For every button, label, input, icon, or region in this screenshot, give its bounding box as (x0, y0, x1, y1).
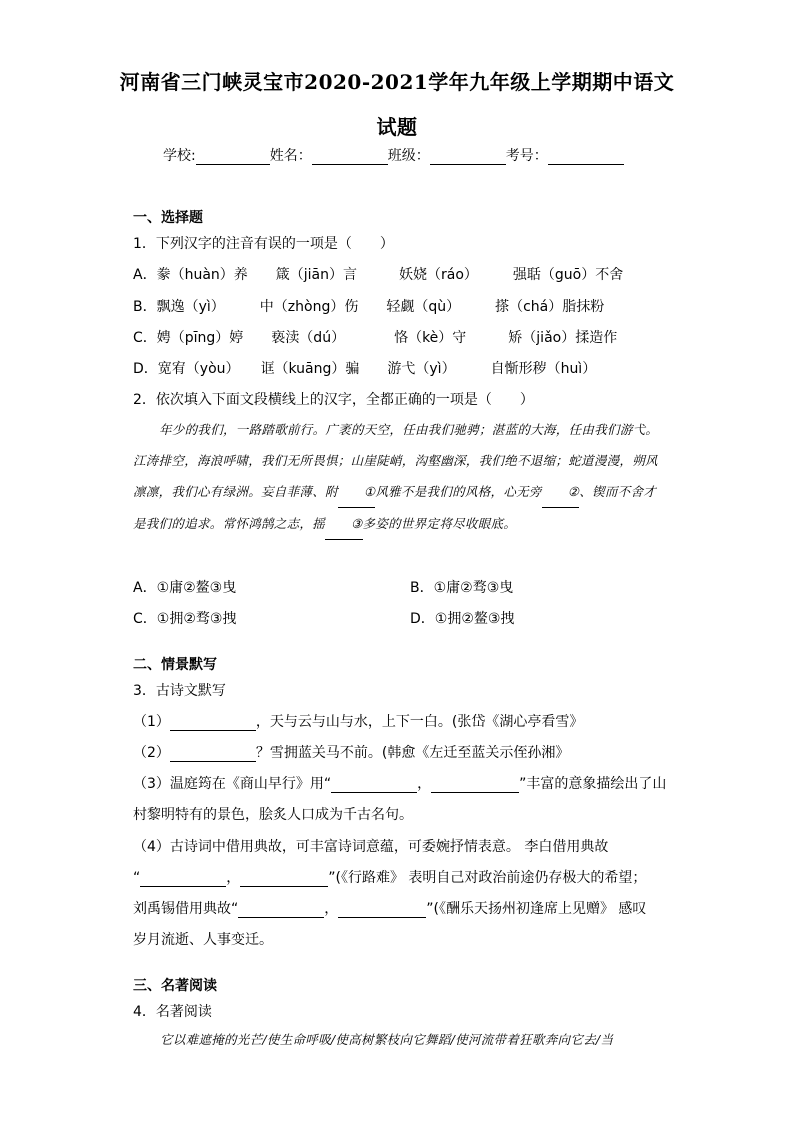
poem-line-7 (133, 898, 646, 918)
question-2-option-c: C．①拥②骛③拽 (133, 611, 237, 627)
number-label: 考号： (505, 148, 548, 164)
poem-line-6 (133, 867, 646, 887)
poem-3-blank-2 (431, 778, 519, 793)
poem-line-2 (133, 742, 569, 762)
passage-text-4: 风雅不是我们的风格，心无旁 (375, 484, 542, 499)
poem-3-comma: ， (417, 776, 432, 792)
poem-6-blank-1 (140, 872, 226, 887)
passage-text-6: 多姿的世界定将尽收眼 (362, 516, 491, 531)
blank-marker-1: ① (338, 476, 376, 508)
exam-title-line1: 河南省三门峡灵宝市2020-2021学年九年级上学期期中语文 (119, 70, 675, 94)
poem-6-comma: ， (226, 870, 241, 886)
poem-line-5: （4）古诗词中借用典故，可丰富诗词意蕴，可委婉抒情表意。 李白借用典故 (133, 839, 609, 855)
question-1-option-d: D．宽宥（yòu） 诓（kuāng）骗 游弋（yì） 自惭形秽（huì） (133, 361, 597, 377)
passage-text-3: 道漫漫，朔风凛凛，我们心有绿洲。妄自菲薄、附 (133, 453, 658, 499)
question-1-stem: 1．下列汉字的注音有误的一项是（ ） (133, 236, 394, 252)
exam-title-line2: 试题 (376, 115, 418, 139)
section-heading-3: 三、名著阅读 (133, 978, 217, 994)
blank-marker-2: ② (542, 476, 580, 508)
number-blank (548, 150, 624, 165)
poem-1-blank (170, 716, 256, 731)
blank-marker-3: ③ (325, 508, 363, 540)
student-info-row (163, 145, 624, 165)
poem-line-3 (133, 773, 666, 793)
poem-2-text: ？雪拥蓝关马不前。(韩愈《左迁至蓝关示侄孙湘》 (255, 745, 570, 761)
question-1-option-c: C．娉（pīng）婷 亵渎（dú） 恪（kè）守 矫（jiǎo）揉造作 (133, 330, 618, 346)
poem-6-quote: “ (133, 870, 141, 886)
poem-7-comma: ， (324, 901, 339, 917)
question-4-stem: 4．名著阅读 (133, 1004, 212, 1020)
question-2-passage (133, 414, 663, 540)
passage-text-2: 游弋。江涛排空，海浪呼啸，我们无所畏惧；山崖陡峭，沟壑幽深，我们绝不退缩；蛇 (133, 422, 659, 468)
poem-2-blank (170, 747, 256, 762)
question-2-option-b: B．①庸②骛③曳 (410, 580, 514, 596)
class-label: 班级： (387, 148, 430, 164)
question-1-option-a: A．豢（huàn）养 箴（jiān）言 妖娆（ráo） 强聒（guō）不舍 (133, 267, 624, 283)
poem-1-text: ，天与云与山与水，上下一白。(张岱《湖心亭看雪》 (255, 714, 584, 730)
poem-3-text-a: （3）温庭筠在《商山早行》用“ (133, 776, 332, 792)
question-2-stem: 2．依次填入下面文段横线上的汉字，全都正确的一项是（ ） (133, 392, 534, 408)
poem-7-blank-1 (238, 903, 324, 918)
poem-2-index: （2） (133, 745, 170, 761)
school-label: 学校: (163, 148, 196, 164)
poem-7-blank-2 (338, 903, 426, 918)
name-blank (312, 150, 388, 165)
poem-6-text: ”(《行路难》 表明自己对政治前途仍存极大的希望； (328, 870, 647, 886)
poem-3-text-b: ”丰富的意象描绘出了山 (519, 776, 667, 792)
passage-text-7: 底。 (490, 516, 517, 531)
question-4-poem-line: 它以难遮掩的光芒/使生命呼吸/使高树繁枝向它舞蹈/使河流带着狂歌奔向它去/当 (160, 1032, 614, 1047)
section-heading-2: 二、情景默写 (133, 657, 217, 673)
question-2-option-d: D．①拥②鳌③拽 (410, 611, 515, 627)
question-2-option-a: A．①庸②鳌③曳 (133, 580, 237, 596)
poem-1-index: （1） (133, 714, 170, 730)
school-blank (196, 150, 270, 165)
poem-7-text-a: 刘禹锡借用典故“ (133, 901, 239, 917)
poem-line-8: 岁月流逝、人事变迁。 (133, 932, 273, 948)
poem-line-4: 村黎明特有的景色，脍炙人口成为千古名句。 (133, 807, 413, 823)
poem-6-blank-2 (240, 872, 328, 887)
passage-text-1: 年少的我们，一路踏歌前行。广袤的天空，任由我们驰骋；湛蓝的大海，任由我们 (159, 422, 620, 437)
name-label: 姓名： (269, 148, 312, 164)
passage-text-5: 、锲而不舍才是我们的追求。常怀鸿鹄之志，摇 (133, 484, 657, 531)
question-1-option-b: B．飘逸（yì） 中（zhòng）伤 轻觑（qù） 搽（chá）脂抹粉 (133, 299, 605, 315)
question-3-stem: 3．古诗文默写 (133, 683, 226, 699)
poem-7-text-b: ”(《酬乐天扬州初逢席上见赠》 感叹 (426, 901, 647, 917)
class-blank (430, 150, 506, 165)
poem-line-1 (133, 711, 583, 731)
poem-3-blank-1 (331, 778, 417, 793)
section-heading-1: 一、选择题 (133, 210, 203, 226)
